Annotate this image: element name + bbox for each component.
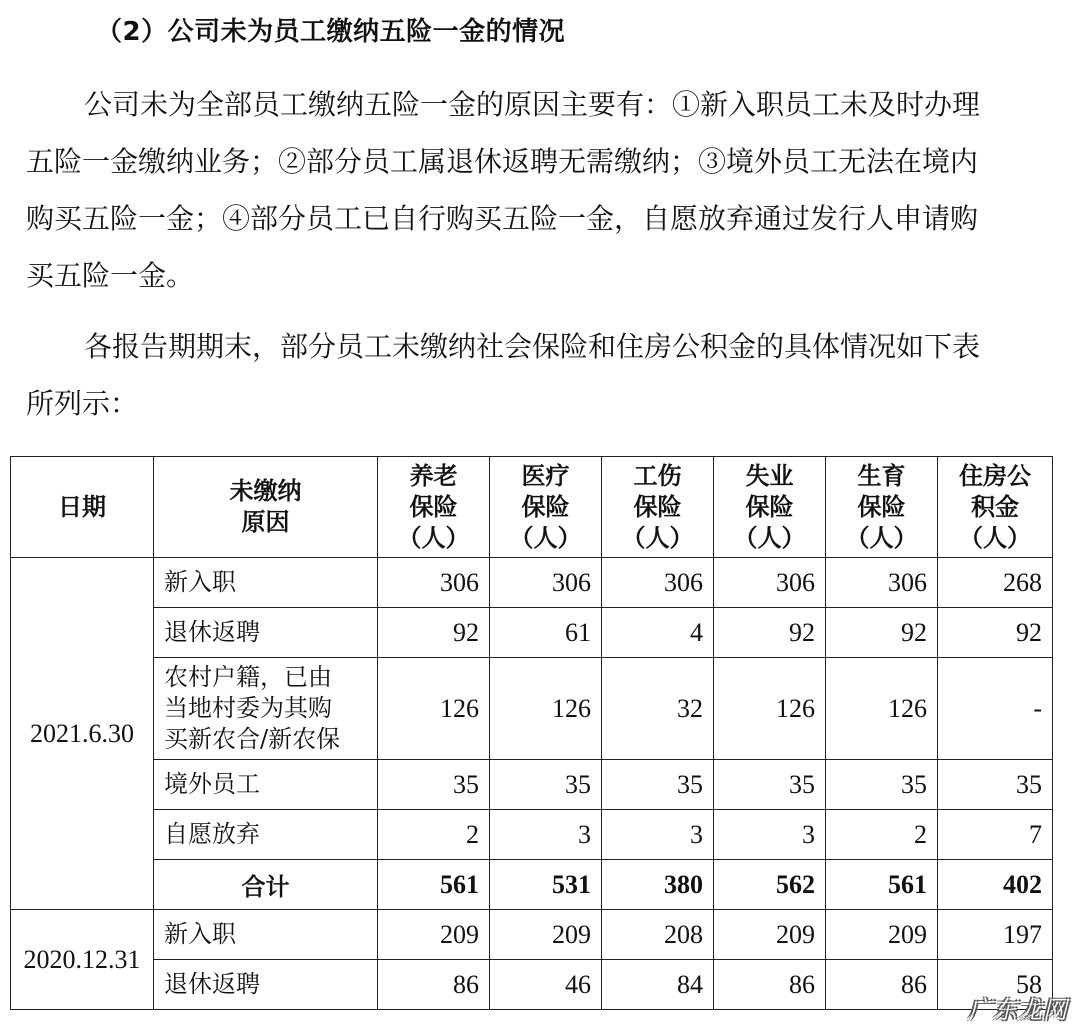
value-cell: 306: [826, 558, 938, 608]
value-cell: 35: [938, 760, 1053, 810]
paragraph-line: 公司未为全部员工缴纳五险一金的原因主要有：①新入职员工未及时办理: [84, 88, 981, 121]
value-cell: 209: [378, 910, 490, 960]
paragraph-table-intro: [26, 318, 1056, 432]
value-cell: 92: [826, 608, 938, 658]
reason-cell: 退休返聘: [154, 960, 378, 1010]
paragraph-line: 所列示：: [26, 387, 139, 420]
total-label: 合计: [154, 860, 378, 910]
value-cell: 126: [826, 658, 938, 760]
total-value-cell: 562: [714, 860, 826, 910]
table-row: [11, 910, 1053, 960]
value-cell: 209: [826, 910, 938, 960]
value-cell: 306: [490, 558, 602, 608]
header-injury: [602, 457, 714, 558]
header-line: （人）: [397, 523, 470, 552]
section-heading: （2）公司未为员工缴纳五险一金的情况: [96, 17, 566, 47]
header-medical: [490, 457, 602, 558]
date-cell: 2020.12.31: [11, 910, 154, 1010]
value-cell: 35: [714, 760, 826, 810]
value-cell: 86: [714, 960, 826, 1010]
value-cell: 197: [938, 910, 1053, 960]
header-line: 未缴纳: [229, 477, 302, 505]
value-cell: 35: [826, 760, 938, 810]
value-cell: 35: [378, 760, 490, 810]
value-cell: 126: [490, 658, 602, 760]
value-cell: 3: [490, 810, 602, 860]
reason-cell: 退休返聘: [154, 608, 378, 658]
total-value-cell: 561: [378, 860, 490, 910]
header-line: （人）: [509, 523, 582, 552]
header-line: 积金: [971, 492, 1019, 521]
total-value-cell: 402: [938, 860, 1053, 910]
header-line: 住房公: [959, 461, 1031, 490]
value-cell: 3: [714, 810, 826, 860]
reason-cell: 自愿放弃: [154, 810, 378, 860]
value-cell: 86: [378, 960, 490, 1010]
table-header-row: [11, 457, 1053, 558]
value-cell: 306: [714, 558, 826, 608]
header-line: （人）: [959, 523, 1031, 552]
unpaid-insurance-table: [10, 456, 1053, 1010]
value-cell: 58: [938, 960, 1053, 1010]
value-cell: 2: [826, 810, 938, 860]
value-cell: 306: [378, 558, 490, 608]
reason-cell: 新入职: [154, 910, 378, 960]
table-row: [11, 760, 1053, 810]
header-date: 日期: [11, 457, 154, 558]
value-cell: 35: [602, 760, 714, 810]
header-line: （人）: [733, 523, 806, 552]
paragraph-line: 买五险一金。: [26, 259, 195, 292]
total-value-cell: 531: [490, 860, 602, 910]
reason-cell: 新入职: [154, 558, 378, 608]
paragraph-line: 购买五险一金；④部分员工已自行购买五险一金，自愿放弃通过发行人申请购: [26, 202, 979, 235]
value-cell: 84: [602, 960, 714, 1010]
reason-line: 当地村委为其购: [164, 694, 332, 722]
header-maternity: [826, 457, 938, 558]
reason-line: 农村户籍，已由: [164, 663, 332, 691]
header-unemployment: [714, 457, 826, 558]
table-total-row: [11, 860, 1053, 910]
header-line: （人）: [845, 523, 918, 552]
header-pension: [378, 457, 490, 558]
value-cell: 92: [938, 608, 1053, 658]
table-row: [11, 810, 1053, 860]
value-cell: 32: [602, 658, 714, 760]
value-cell: 126: [378, 658, 490, 760]
header-line: 生育: [857, 461, 906, 490]
value-cell: 92: [378, 608, 490, 658]
table-row: [11, 608, 1053, 658]
value-cell: 35: [490, 760, 602, 810]
table-row: [11, 960, 1053, 1010]
value-cell: 46: [490, 960, 602, 1010]
header-line: 工伤: [633, 461, 682, 490]
header-line: 医疗: [521, 461, 570, 490]
value-cell: 208: [602, 910, 714, 960]
paragraph-line: 各报告期期末，部分员工未缴纳社会保险和住房公积金的具体情况如下表: [84, 330, 981, 363]
watermark-logo: 广东龙网: [968, 996, 1068, 1024]
header-line: 保险: [857, 492, 906, 521]
value-cell: 61: [490, 608, 602, 658]
value-cell: 86: [826, 960, 938, 1010]
header-line: （人）: [621, 523, 694, 552]
value-cell: 306: [602, 558, 714, 608]
value-cell: 2: [378, 810, 490, 860]
table-row: [11, 558, 1053, 608]
reason-cell: [154, 658, 378, 760]
value-cell: 3: [602, 810, 714, 860]
paragraph-line: 五险一金缴纳业务；②部分员工属退休返聘无需缴纳；③境外员工无法在境内: [26, 145, 979, 178]
total-value-cell: 561: [826, 860, 938, 910]
value-cell: 209: [714, 910, 826, 960]
value-cell: -: [938, 658, 1053, 760]
header-line: 失业: [745, 461, 794, 490]
value-cell: 209: [490, 910, 602, 960]
value-cell: 7: [938, 810, 1053, 860]
header-line: 原因: [241, 508, 290, 536]
header-line: 保险: [745, 492, 794, 521]
value-cell: 126: [714, 658, 826, 760]
value-cell: 92: [714, 608, 826, 658]
reason-cell: 境外员工: [154, 760, 378, 810]
header-line: 养老: [409, 461, 458, 490]
table-row: [11, 658, 1053, 760]
header-line: 保险: [633, 492, 682, 521]
value-cell: 268: [938, 558, 1053, 608]
value-cell: 4: [602, 608, 714, 658]
header-line: 保险: [409, 492, 458, 521]
reason-line: 买新农合/新农保: [164, 725, 341, 753]
paragraph-reasons: [26, 76, 1056, 304]
date-cell: 2021.6.30: [11, 558, 154, 910]
header-line: 保险: [521, 492, 570, 521]
total-value-cell: 380: [602, 860, 714, 910]
header-reason: [154, 457, 378, 558]
header-housing-fund: [938, 457, 1053, 558]
